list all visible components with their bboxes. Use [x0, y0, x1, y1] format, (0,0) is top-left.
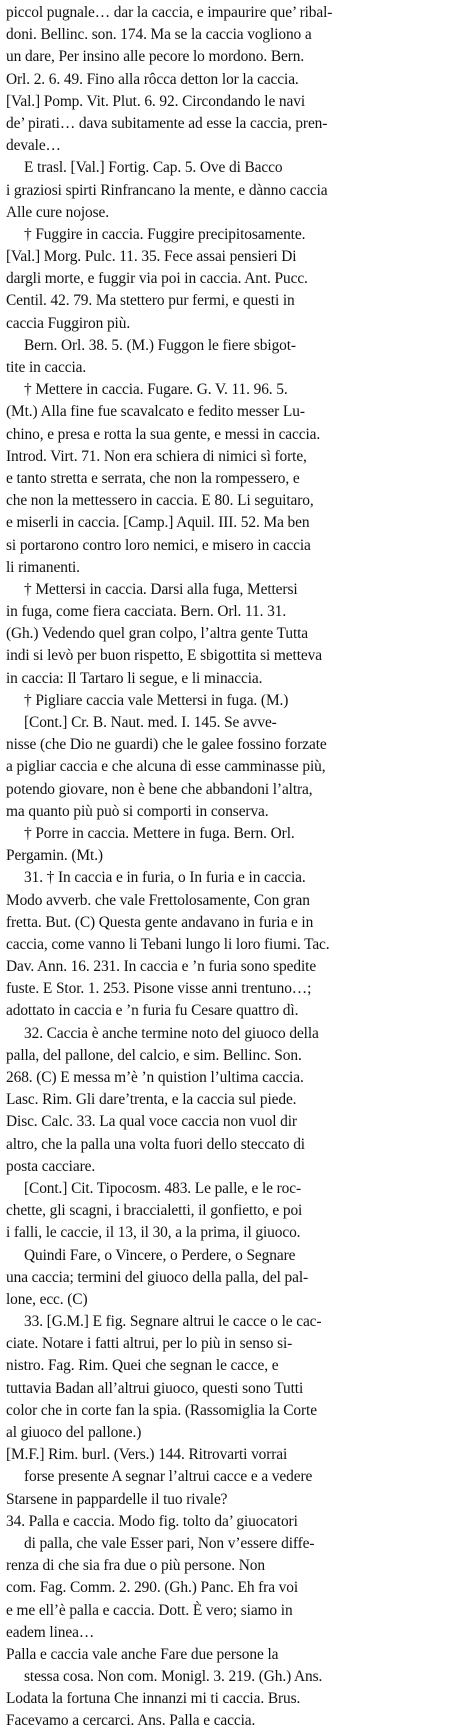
text-line: chino, e presa e rotta la sua gente, e messi in caccia. [6, 425, 321, 443]
text-line: li rimanenti. [6, 558, 80, 576]
text-line: (Gh.) Vedendo quel gran colpo, l’altra gente Tutta [6, 625, 309, 643]
text-line: (Mt.) Alla fine fue scavalcato e fedito messer Lu- [6, 403, 305, 421]
text-line: † Mettersi in caccia. Darsi alla fuga, Mettersi [24, 580, 298, 598]
text-line: Pergamin. (Mt.) [6, 847, 103, 865]
text-line: Centil. 42. 79. Ma stettero pur fermi, e questi in [6, 292, 295, 310]
text-line: a pigliar caccia e che alcuna di esse camminasse più, [6, 758, 326, 776]
text-line: si portarono contro loro nemici, e misero in caccia [6, 536, 311, 554]
text-line: devale… [6, 137, 61, 155]
text-line: 32. Caccia è anche termine noto del giuoco della [24, 1024, 319, 1042]
text-line: Lasc. Rim. Gli dare’trenta, e la caccia sul piede. [6, 1091, 297, 1109]
text-line: tite in caccia. [6, 359, 87, 376]
text-line: 268. (C) E messa m’è ’n quistion l’ultima caccia. [6, 1069, 304, 1086]
text-line: stessa cosa. Non com. Monigl. 3. 219. (Gh.) Ans. [24, 1668, 323, 1686]
text-line: palla, del pallone, del calcio, e sim. Bellinc. Son. [6, 1046, 302, 1064]
text-line: 33. [G.M.] E fig. Segnare altrui le cacce o le cac- [24, 1313, 322, 1331]
text-line: E trasl. [Val.] Fortig. Cap. 5. Ove di Bacco [24, 159, 283, 177]
text-line: 34. Palla e caccia. Modo fig. tolto da’ giuocatori [6, 1512, 298, 1530]
text-line: Palla e caccia vale anche Fare due persone la [6, 1645, 279, 1663]
text-line: nistro. Fag. Rim. Quei che segnan le cacce, e [6, 1357, 279, 1375]
text-line: Alle cure nojose. [6, 203, 110, 221]
text-line: † Mettere in caccia. Fugare. G. V. 11. 96. 5. [24, 381, 288, 399]
text-line: [Cont.] Cr. B. Naut. med. I. 145. Se avve- [24, 714, 277, 731]
text-line: piccol pugnale… dar la caccia, e impaurire que’ ribal- [6, 4, 333, 21]
text-line: renza di che sia fra due o più persone. Non [6, 1557, 265, 1575]
text-line: eadem linea… [6, 1623, 95, 1641]
text-line: e miserli in caccia. [Camp.] Aquil. III. 52. Ma ben [6, 514, 310, 532]
text-line: fretta. But. (C) Questa gente andavano in furia e in [6, 913, 314, 931]
text-line: in caccia: Il Tartaro li segue, e li minaccia. [6, 669, 263, 687]
text-line: nisse (che Dio ne guardi) che le galee fossino forzate [6, 736, 327, 754]
text-line: forse presente A segnar l’altrui cacce e a vedere [24, 1468, 313, 1486]
text-line: che non la mettessero in caccia. E 80. Li seguitaro, [6, 492, 314, 510]
text-line: lone, ecc. (C) [6, 1290, 88, 1308]
text-line: [M.F.] Rim. burl. (Vers.) 144. Ritrovarti vorrai [6, 1446, 288, 1464]
text-line: doni. Bellinc. son. 174. Ma se la caccia vogliono a [6, 26, 312, 44]
text-line: una caccia; termini del giuoco della palla, del pal- [6, 1268, 309, 1286]
text-line: Bern. Orl. 38. 5. (M.) Fuggon le fiere sbigot- [24, 336, 296, 354]
text-line: Facevamo a cercarci. Ans. Palla e caccia. [6, 1712, 256, 1730]
text-line: Lodata la fortuna Che innanzi mi ti caccia. Brus. [6, 1690, 301, 1708]
text-line: color che in corte fan la spia. (Rassomiglia la Corte [6, 1401, 317, 1419]
text-line: e me ell’è palla e caccia. Dott. È vero; siamo in [6, 1601, 293, 1619]
text-line: caccia Fuggiron più. [6, 314, 131, 332]
text-line: Orl. 2. 6. 49. Fino alla rôcca detton lor la caccia. [6, 70, 299, 88]
text-line: [Val.] Pomp. Vit. Plut. 6. 92. Circondando le navi [6, 92, 306, 110]
text-line: di palla, che vale Esser pari, Non v’essere diffe- [24, 1534, 315, 1552]
text-line: al giuoco del pallone.) [6, 1424, 142, 1441]
text-line: dargli morte, e fuggir via poi in caccia. Ant. Pucc. [6, 270, 308, 288]
text-line: caccia, come vanno li Tebani lungo li loro fiumi. Tac. [6, 935, 330, 953]
text-line: com. Fag. Comm. 2. 290. (Gh.) Panc. Eh fra voi [6, 1579, 299, 1597]
text-line: i graziosi spirti Rinfrancano la mente, e dànno caccia [6, 181, 328, 199]
text-line: ma quanto più può si comporti in conserva. [6, 802, 269, 820]
text-line: posta cacciare. [6, 1157, 96, 1175]
text-line: e tanto stretta e serrata, che non la rompessero, e [6, 469, 300, 487]
text-line: adottato in caccia e ’n furia fu Cesare quattro dì. [6, 1002, 299, 1020]
text-line: de’ pirati… dava subitamente ad esse la caccia, pren- [6, 114, 328, 132]
text-line: † Porre in caccia. Mettere in fuga. Bern. Orl. [24, 824, 295, 842]
text-line: un dare, Per insino alle pecore lo mordono. Bern. [6, 48, 305, 66]
text-line: ciate. Notare i fatti altrui, per lo più in senso si- [6, 1335, 293, 1353]
text-line: indi si levò per buon rispetto, E sbigottita si metteva [6, 647, 322, 665]
text-line: Modo avverb. che vale Frettolosamente, Con gran [6, 891, 310, 909]
text-line: potendo giovare, non è bene che abbandoni l’altra, [6, 780, 313, 798]
text-line: in fuga, come fiera cacciata. Bern. Orl. 11. 31. [6, 603, 287, 621]
text-line: † Pigliare caccia vale Mettersi in fuga. (M.) [24, 691, 289, 709]
text-line: Dav. Ann. 16. 231. In caccia e ’n furia sono spedite [6, 958, 317, 976]
text-line: Introd. Virt. 71. Non era schiera di nimici sì forte, [6, 447, 307, 465]
text-line: [Cont.] Cit. Tipocosm. 483. Le palle, e le roc- [24, 1179, 301, 1197]
text-line: Disc. Calc. 33. La qual voce caccia non vuol dir [6, 1113, 297, 1131]
text-line: altro, che la palla una volta fuori dello steccato di [6, 1135, 305, 1153]
text-line: Quindi Fare, o Vincere, o Perdere, o Segnare [24, 1246, 296, 1264]
text-line: tuttavia Badan all’altrui giuoco, questi sono Tutti [6, 1379, 304, 1397]
text-line: chette, gli scagni, i braccialetti, il gonfietto, e poi [6, 1202, 303, 1220]
text-line: † Fuggire in caccia. Fuggire precipitosamente. [24, 225, 306, 243]
text-line: Starsene in pappardelle il tuo rivale? [6, 1490, 228, 1508]
text-line: i falli, le caccie, il 13, il 30, a la prima, il giuoco. [6, 1224, 301, 1242]
text-line: fuste. E Stor. 1. 253. Pisone visse anni trentuno…; [6, 980, 312, 998]
text-line: 31. † In caccia e in furia, o In furia e in caccia. [24, 869, 306, 887]
text-line: [Val.] Morg. Pulc. 11. 35. Fece assai pensieri Di [6, 248, 297, 266]
